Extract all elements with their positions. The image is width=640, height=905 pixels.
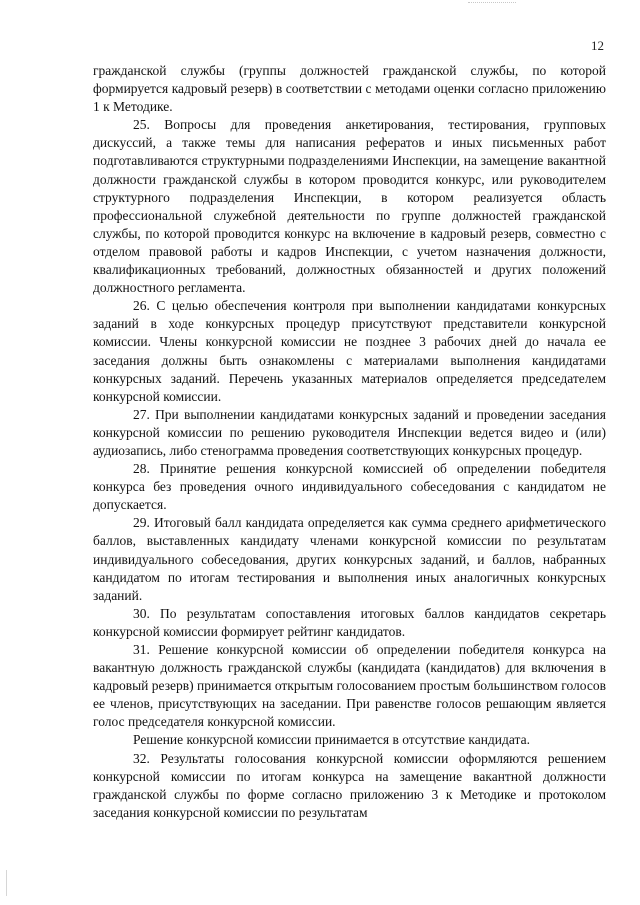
paragraph-28: 28. Принятие решения конкурсной комиссией об определении победителя конкурса без проведения очного индивидуального собеседования с кандидатом не допускается. <box>93 461 606 513</box>
paragraph-31-note: Решение конкурсной комиссии принимается в отсутствие кандидата. <box>133 732 530 748</box>
scan-artifact-side <box>6 870 7 896</box>
paragraph-32: 32. Результаты голосования конкурсной комиссии оформляются решением конкурсной комиссии по итогам конкурса на замещение вакантной должности гражданской службы по форме согласно приложению 3 к Методике и протоколом заседания конкурсной комиссии по результатам <box>93 750 606 820</box>
document-body <box>93 62 606 822</box>
paragraph-26: 26. С целью обеспечения контроля при выполнении кандидатами конкурсных заданий в ходе конкурсных процедур присутствуют представители конкурсной комиссии. Члены конкурсной комиссии не позднее 3 рабочих дней до начала ее заседания должны быть ознакомлены с материалами выполнения кандидатами конкурсных заданий. Перечень указанных материалов определяется председателем конкурсной комиссии. <box>93 298 606 404</box>
paragraph-27: 27. При выполнении кандидатами конкурсных заданий и проведении заседания конкурсной комиссии по решению руководителя Инспекции ведется видео и (или) аудиозапись, либо стенограмма проведения соответствующих конкурсных процедур. <box>93 406 606 458</box>
paragraph-31: 31. Решение конкурсной комиссии об определении победителя конкурса на вакантную должность гражданской службы (кандидата (кандидатов) для включения в кадровый резерв) принимается открытым голосованием простым большинством голосов ее членов, присутствующих на заседании. При равенстве голосов решающим является голос председателя конкурсной комиссии. <box>93 642 606 730</box>
paragraph-30: 30. По результатам сопоставления итоговых баллов кандидатов секретарь конкурсной комиссии формирует рейтинг кандидатов. <box>93 605 606 639</box>
scan-artifact-top <box>468 2 516 5</box>
paragraph-continuation: гражданской службы (группы должностей гражданской службы, по которой формируется кадровый резерв) в соответствии с методами оценки согласно приложению 1 к Методике. <box>93 63 606 115</box>
paragraph-25: 25. Вопросы для проведения анкетирования, тестирования, групповых дискуссий, а также темы для написания рефератов и иных письменных работ подготавливаются структурными подразделениями Инспекции, на замещение вакантной должности гражданской службы в котором проводится конкурс, или руководителем структурного подразделения Инспекции, в котором реализуется область профессиональной служебной деятельности по группе должностей гражданской службы, по которой проводится конкурс на включение в кадровый резерв, совместно с отделом правовой работы и кадров Инспекции, с учетом назначения должности, квалификационных требований, должностных обязанностей и других положений должностного регламента. <box>93 117 606 296</box>
page-number: 12 <box>591 38 604 53</box>
paragraph-29: 29. Итоговый балл кандидата определяется как сумма среднего арифметического баллов, выставленных кандидату членами конкурсной комиссии по результатам индивидуального собеседования, других конкурсных заданий, и баллов, набранных кандидатом по итогам тестирования и выполнения иных аналогичных конкурсных заданий. <box>93 515 606 603</box>
